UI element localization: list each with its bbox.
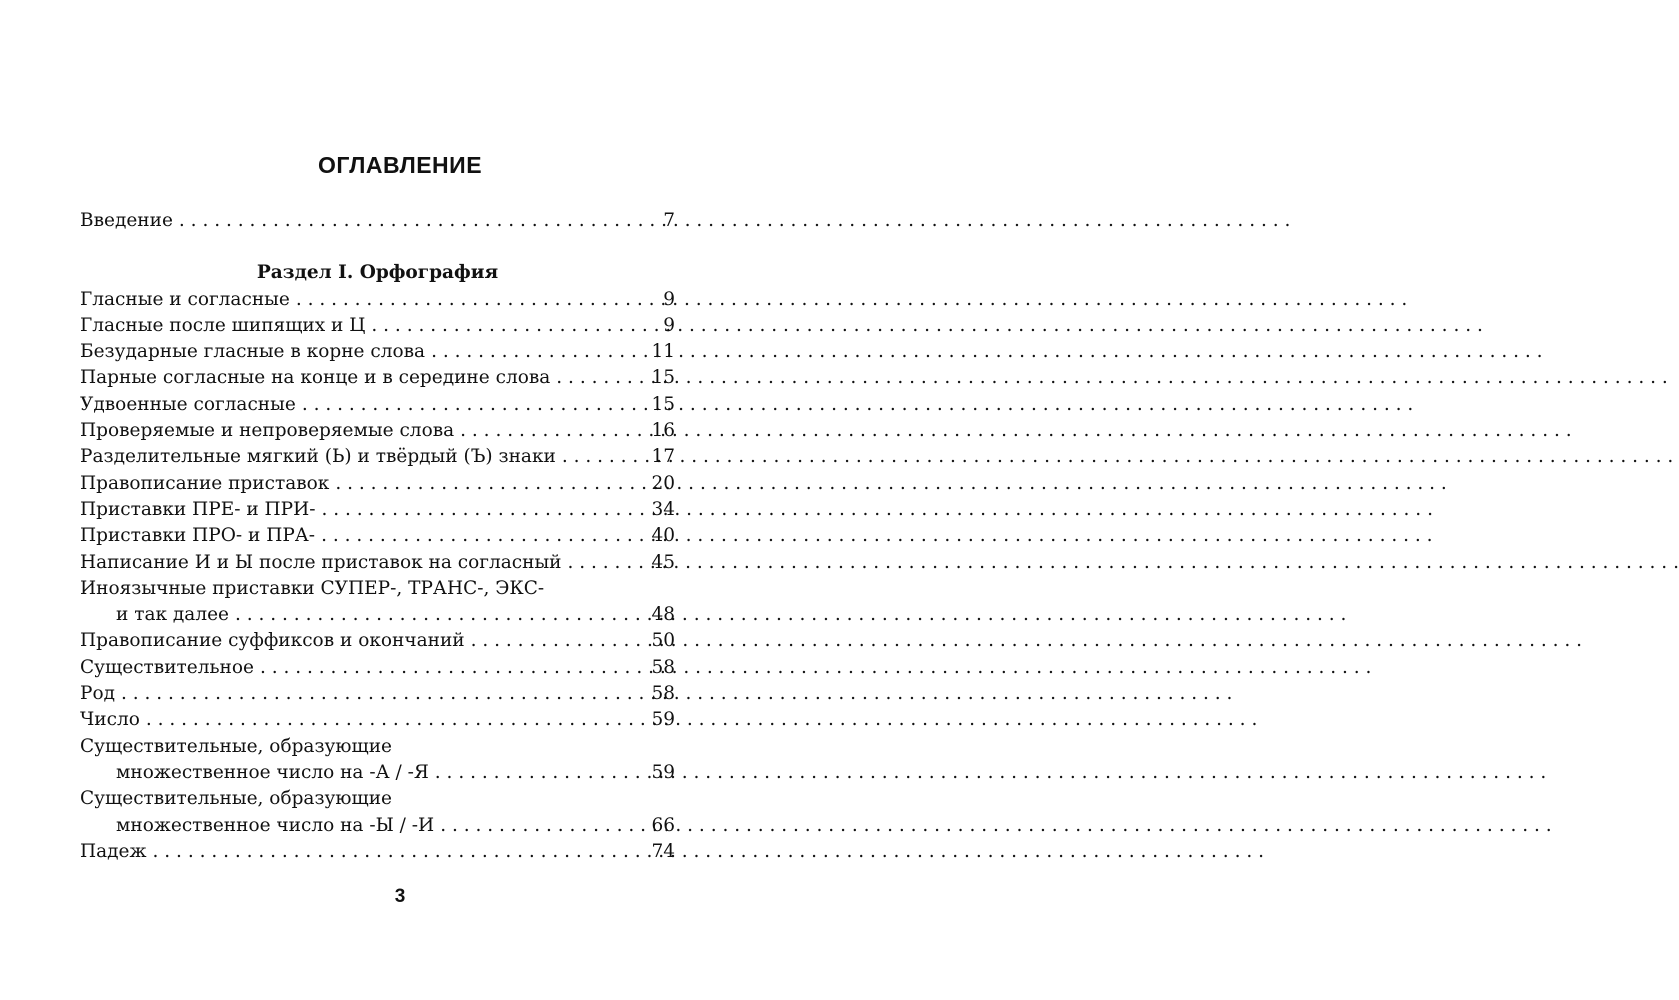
toc-entry-page: 9: [663, 288, 675, 310]
dot-leader: [431, 339, 647, 365]
toc-entry-title: Иноязычные приставки СУПЕР-, ТРАНС-, ЭКС-: [80, 577, 545, 599]
toc-entry-title: Написание И и Ы после приставок на согласный: [80, 551, 562, 573]
toc-entry[interactable]: [80, 707, 675, 733]
dot-leader: [121, 681, 647, 707]
toc-entry-title: Безударные гласные в корне слова: [80, 341, 426, 363]
dot-leader: [235, 602, 647, 628]
toc-entry-page: 58: [651, 656, 675, 678]
toc-entry[interactable]: [80, 313, 675, 339]
toc-entry-continuation[interactable]: [80, 602, 675, 628]
toc-entry[interactable]: [80, 734, 675, 760]
section-heading: Раздел I. Орфография: [256, 262, 499, 284]
toc-entry-title: Парные согласные на конце и в середине слова: [80, 367, 551, 389]
toc-entry[interactable]: [80, 576, 675, 602]
toc-entry[interactable]: [80, 550, 675, 576]
toc-entry-page: 66: [651, 814, 675, 836]
dot-leader: [153, 839, 648, 865]
toc-entry-page: 59: [651, 761, 675, 783]
toc-entry-page: 59: [651, 709, 675, 731]
toc-entry[interactable]: [80, 365, 675, 391]
toc-entry-title: Число: [80, 709, 140, 731]
toc-entry-title: Род: [80, 683, 115, 705]
dot-leader: [302, 392, 648, 418]
toc-entry[interactable]: [80, 471, 675, 497]
page-number: 3: [394, 886, 406, 907]
toc-entry-title: Падеж: [80, 840, 147, 862]
toc-entry-title: множественное число на -Ы / -И: [116, 814, 435, 836]
toc-entry-title: Приставки ПРО- и ПРА-: [80, 525, 316, 547]
toc-entry[interactable]: [80, 497, 675, 523]
dot-leader: [460, 418, 647, 444]
toc-entry-title: и так далее: [116, 604, 229, 626]
dot-leader: [296, 287, 659, 313]
toc-entry-title: Удвоенные согласные: [80, 393, 296, 415]
toc-entry-page: 7: [663, 210, 675, 231]
toc-entry[interactable]: [80, 523, 675, 549]
toc-entry-page: 45: [651, 551, 675, 573]
toc-entry-title: Существительные, образующие: [80, 788, 393, 810]
dot-leader: [146, 707, 648, 733]
toc-entry[interactable]: [80, 655, 675, 681]
toc-entry[interactable]: [80, 839, 675, 865]
page-title: ОГЛАВЛЕНИЕ: [317, 152, 483, 178]
toc-entry-title: Приставки ПРЕ- и ПРИ-: [80, 498, 316, 520]
dot-leader: [568, 550, 648, 576]
dot-leader: [335, 471, 647, 497]
toc-entry[interactable]: [80, 418, 675, 444]
toc-entry-page: 9: [663, 314, 675, 336]
dot-leader: [371, 313, 659, 339]
toc-entry[interactable]: [80, 339, 675, 365]
toc-entry-title: Правописание приставок: [80, 472, 330, 494]
dot-leader: [322, 497, 648, 523]
toc-entry-introduction[interactable]: [80, 208, 675, 234]
toc-entry-title: множественное число на -А / -Я: [116, 761, 429, 783]
dot-leader: [471, 628, 648, 654]
toc-entry-page: 74: [651, 840, 675, 862]
toc-entry-page: 48: [651, 604, 675, 626]
dot-leader: [440, 813, 647, 839]
toc-entry-title: Введение: [80, 210, 173, 231]
toc-entry-page: 50: [651, 630, 675, 652]
toc-entry[interactable]: [80, 287, 675, 313]
toc-entry[interactable]: [80, 444, 675, 470]
toc-entry[interactable]: [80, 681, 675, 707]
toc-entry-page: 15: [651, 367, 675, 389]
dot-leader: [562, 444, 648, 470]
toc-entry-page: 15: [651, 393, 675, 415]
toc-entry-title: Существительные, образующие: [80, 735, 393, 757]
dot-leader: [556, 365, 647, 391]
toc-entry-title: Правописание суффиксов и окончаний: [80, 630, 465, 652]
toc-entry-title: Существительное: [80, 656, 254, 678]
toc-entry[interactable]: [80, 392, 675, 418]
dot-leader: [179, 208, 659, 234]
dot-leader: [321, 523, 647, 549]
dot-leader: [435, 760, 648, 786]
toc-entry-page: 40: [651, 525, 675, 547]
toc-entry-page: 58: [651, 683, 675, 705]
toc-entry-title: Разделительные мягкий (Ь) и твёрдый (Ъ) знаки: [80, 446, 556, 468]
toc-entry-page: 17: [651, 446, 675, 468]
dot-leader: [260, 655, 648, 681]
table-of-contents: [80, 208, 675, 865]
toc-entry-continuation[interactable]: [80, 813, 675, 839]
toc-entry-page: 16: [651, 420, 675, 442]
toc-entry-page: 34: [651, 498, 675, 520]
toc-entry[interactable]: [80, 628, 675, 654]
toc-entry-continuation[interactable]: [80, 760, 675, 786]
toc-entry-page: 20: [651, 472, 675, 494]
toc-entry-title: Проверяемые и непроверяемые слова: [80, 420, 455, 442]
toc-entries-list: [80, 287, 675, 866]
toc-entry[interactable]: [80, 786, 675, 812]
toc-entry-title: Гласные после шипящих и Ц: [80, 314, 366, 336]
toc-entry-title: Гласные и согласные: [80, 288, 290, 310]
toc-entry-page: 11: [651, 341, 675, 363]
